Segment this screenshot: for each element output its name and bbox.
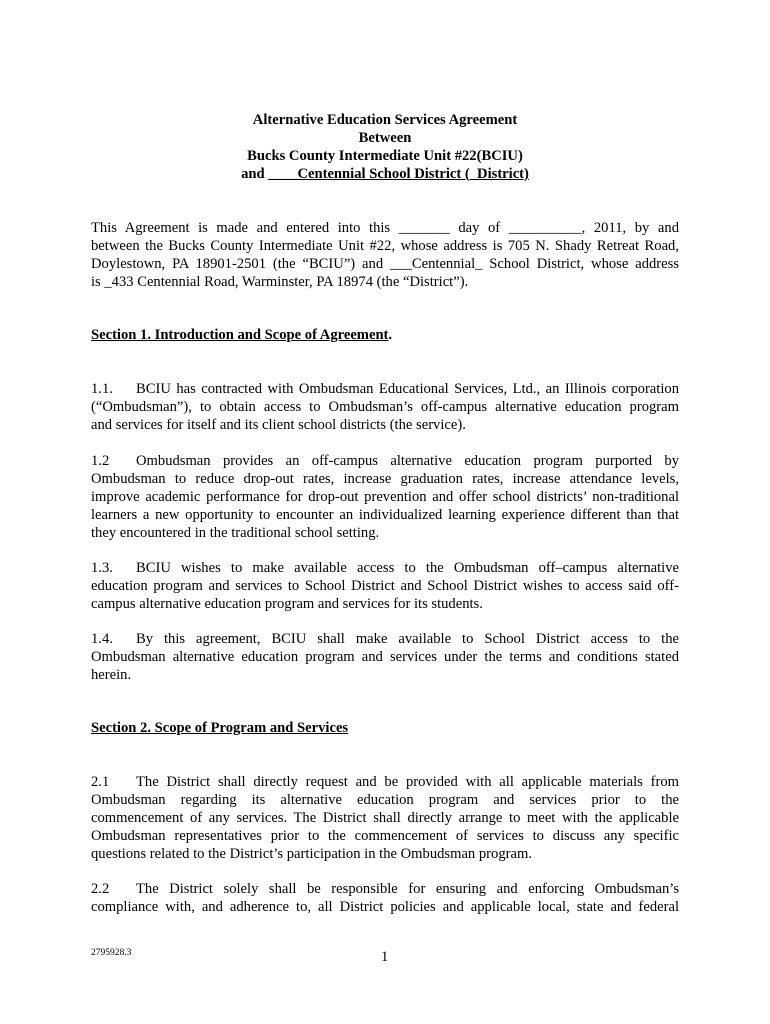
paragraph-number: 1.2 [91, 453, 110, 469]
paragraph-line: commencement of any services. The District shall directly arrange to meet with the applicable [91, 810, 679, 826]
title-line-4 [0, 165, 770, 183]
paragraph-text: BCIU has contracted with Ombudsman Educational Services, Ltd., an Illinois corporation [136, 381, 679, 397]
intro-line: Doylestown, PA 18901-2501 (the “BCIU”) and ___Centennial_ School District, whose address [91, 256, 679, 272]
paragraph-line: campus alternative education program and services for its students. [91, 596, 483, 612]
title-line-3: Bucks County Intermediate Unit #22(BCIU) [247, 148, 523, 164]
paragraph-line [91, 880, 679, 898]
paragraph-line: herein. [91, 667, 132, 683]
paragraph-line: Ombudsman alternative education program and services under the terms and conditions stated [91, 649, 679, 665]
section-1-heading-period: . [388, 327, 393, 343]
title-district-suffix: (_District) [461, 166, 529, 182]
paragraph-1-3 [91, 559, 679, 613]
paragraph-1-4 [91, 630, 679, 684]
intro-paragraph [91, 219, 679, 291]
paragraph-line [91, 630, 679, 648]
paragraph-number: 1.4. [91, 631, 113, 647]
section-1-heading [91, 326, 392, 344]
section-2-heading-text: Section 2. Scope of Program and Services [91, 720, 349, 736]
document-id: 2795928.3 [91, 948, 132, 958]
paragraph-line: and services for itself and its client school districts (the service). [91, 417, 466, 433]
page-number: 1 [381, 949, 389, 965]
title-and: and [241, 166, 269, 182]
paragraph-line: compliance with, and adherence to, all District policies and applicable local, state and federal [91, 899, 679, 915]
paragraph-line [91, 559, 679, 577]
paragraph-number: 1.1. [91, 381, 113, 397]
intro-line: This Agreement is made and entered into this _______ day of __________, 2011, by and [91, 220, 679, 236]
paragraph-line [91, 380, 679, 398]
paragraph-line: Ombudsman regarding its alternative education program and services prior to the [91, 792, 679, 808]
paragraph-text: BCIU wishes to make available access to the Ombudsman off–campus alternative [136, 560, 679, 576]
intro-line: between the Bucks County Intermediate Unit #22, whose address is 705 N. Shady Retreat Road, [91, 238, 679, 254]
paragraph-line: they encountered in the traditional school setting. [91, 525, 380, 541]
agreement-title [0, 111, 770, 183]
paragraph-line [91, 773, 679, 791]
paragraph-line: improve academic performance for drop-out prevention and offer school districts’ non-traditional [91, 489, 679, 505]
title-line-1: Alternative Education Services Agreement [252, 112, 518, 128]
paragraph-line: education program and services to School District and School District wishes to access said off- [91, 578, 679, 594]
paragraph-number: 2.1 [91, 774, 110, 790]
section-1-heading-text: Section 1. Introduction and Scope of Agreement [91, 327, 389, 343]
title-line-2: Between [358, 130, 412, 146]
title-blank: ____ [268, 166, 298, 182]
paragraph-1-2 [91, 452, 679, 542]
paragraph-number: 2.2 [91, 881, 110, 897]
intro-line: is _433 Centennial Road, Warminster, PA 18974 (the “District”). [91, 274, 469, 290]
paragraph-line: learners a new opportunity to encounter an individualized learning experience different than that [91, 507, 679, 523]
paragraph-text: The District solely shall be responsible for ensuring and enforcing Ombudsman’s [136, 881, 679, 897]
paragraph-text: Ombudsman provides an off-campus alternative education program purported by [136, 453, 679, 469]
paragraph-2-1 [91, 773, 679, 863]
paragraph-number: 1.3. [91, 560, 113, 576]
title-district-name: Centennial School District [297, 166, 462, 182]
paragraph-line: Ombudsman representatives prior to the commencement of services to discuss any specific [91, 828, 679, 844]
paragraph-line: Ombudsman to reduce drop-out rates, increase graduation rates, increase attendance levels, [91, 471, 679, 487]
paragraph-2-2 [91, 880, 679, 916]
paragraph-line: (“Ombudsman”), to obtain access to Ombudsman’s off-campus alternative education program [91, 399, 679, 415]
paragraph-line: questions related to the District’s participation in the Ombudsman program. [91, 846, 532, 862]
paragraph-text: By this agreement, BCIU shall make available to School District access to the [136, 631, 679, 647]
paragraph-line [91, 452, 679, 470]
paragraph-text: The District shall directly request and be provided with all applicable materials from [136, 774, 679, 790]
paragraph-1-1 [91, 380, 679, 434]
section-2-heading [91, 719, 348, 737]
